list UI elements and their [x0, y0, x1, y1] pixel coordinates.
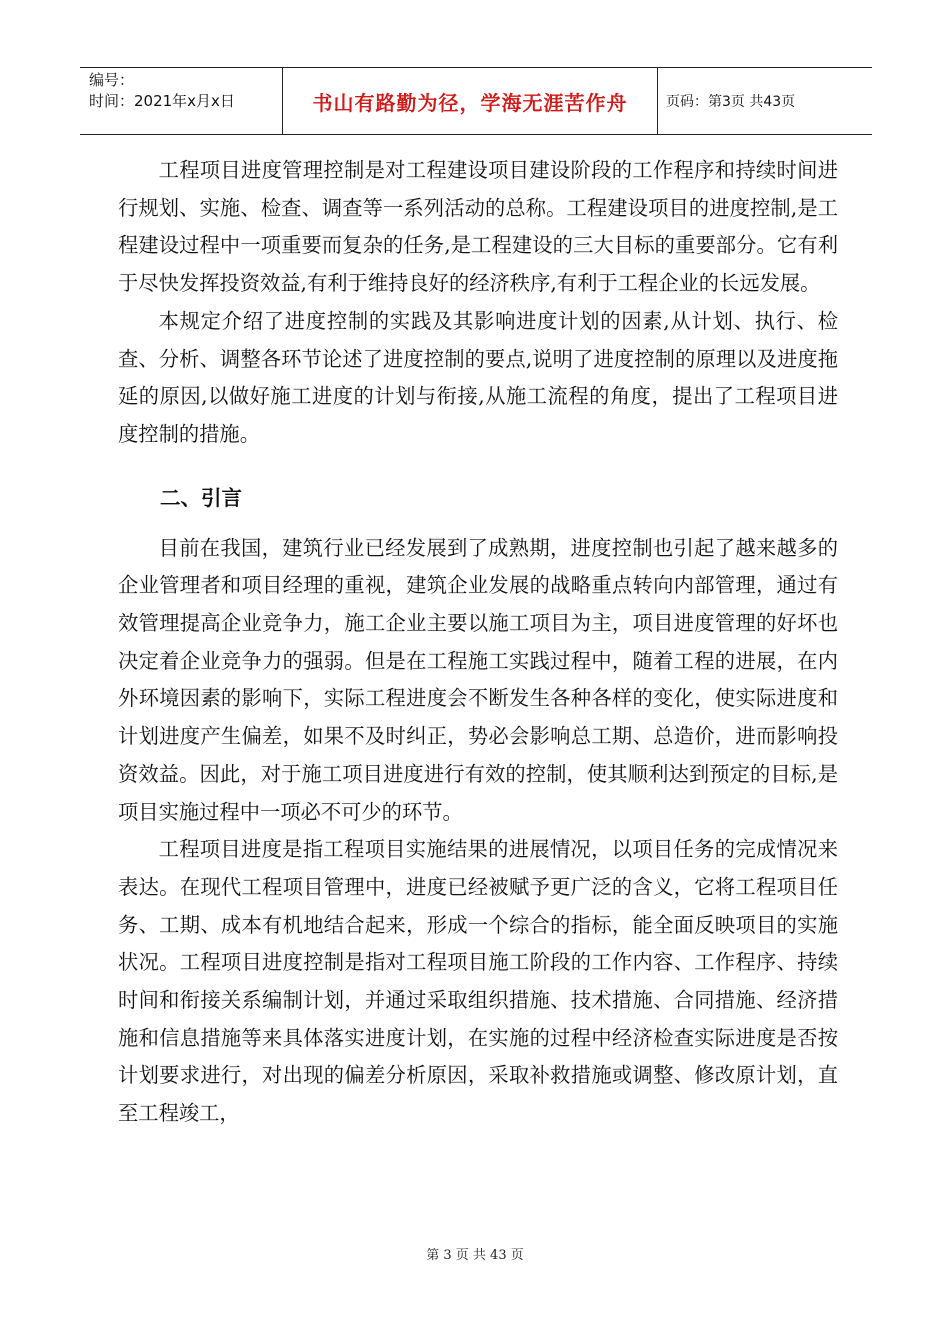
number-label: 编号：: [89, 71, 135, 89]
paragraph-2: 本规定介绍了进度控制的实践及其影响进度计划的因素,从计划、执行、检查、分析、调整各环节论述了进度控制的要点,说明了进度控制的原理以及进度拖延的原因,以做好施工进度的计划与衔接,从施工流程的角度，提出了工程项目进度控制的措施。: [118, 308, 838, 446]
header-motto: 书山有路勤为径，学海无涯苦作舟: [282, 68, 658, 134]
section-title: 二、引言: [160, 485, 242, 510]
paragraph-1: 工程项目进度管理控制是对工程建设项目建设阶段的工作程序和持续时间进行规划、实施、检查、调查等一系列活动的总称。工程建设项目的进度控制,是工程建设过程中一项重要而复杂的任务,是工程建设的三大目标的重要部分。它有利于尽快发挥投资效益,有利于维持良好的经济秩序,有利于工程企业的长远发展。: [118, 158, 838, 296]
time-label: 时间：2021年x月x日: [89, 92, 235, 110]
header-page-info: 页码：第3页 共43页: [666, 94, 796, 110]
paragraph-4: 工程项目进度是指工程项目实施结果的进展情况，以项目任务的完成情况来表达。在现代工程项目管理中，进度已经被赋予更广泛的含义，它将工程项目任务、工期、成本有机地结合起来，形成一个综合的指标，能全面反映项目的实施状况。工程项目进度控制是指对工程项目施工阶段的工作内容、工作程序、持续时间和衔接关系编制计划，并通过采取组织措施、技术措施、合同措施、经济措施和信息措施等来具体落实进度计划，在实施的过程中经济检查实际进度是否按计划要求进行，对出现的偏差分析原因，采取补救措施或调整、修改原计划，直至工程竣工，: [118, 837, 838, 1126]
paragraph-3: 目前在我国，建筑行业已经发展到了成熟期，进度控制也引起了越来越多的企业管理者和项目经理的重视，建筑企业发展的战略重点转向内部管理，通过有效管理提高企业竞争力，施工企业主要以施工项目为主，项目进度管理的好坏也决定着企业竞争力的强弱。但是在工程施工实践过程中，随着工程的进展，在内外环境因素的影响下，实际工程进度会不断发生各种各样的变化，使实际进度和计划进度产生偏差，如果不及时纠正，势必会影响总工期、总造价，进而影响投资效益。因此，对于施工项目进度进行有效的控制，使其顺利达到预定的目标,是项目实施过程中一项必不可少的环节。: [118, 535, 838, 824]
page-footer: 第 3 页 共 43 页: [426, 1248, 524, 1263]
header-meta: [80, 68, 282, 134]
document-header: [80, 67, 872, 135]
document-body: [118, 152, 838, 1133]
